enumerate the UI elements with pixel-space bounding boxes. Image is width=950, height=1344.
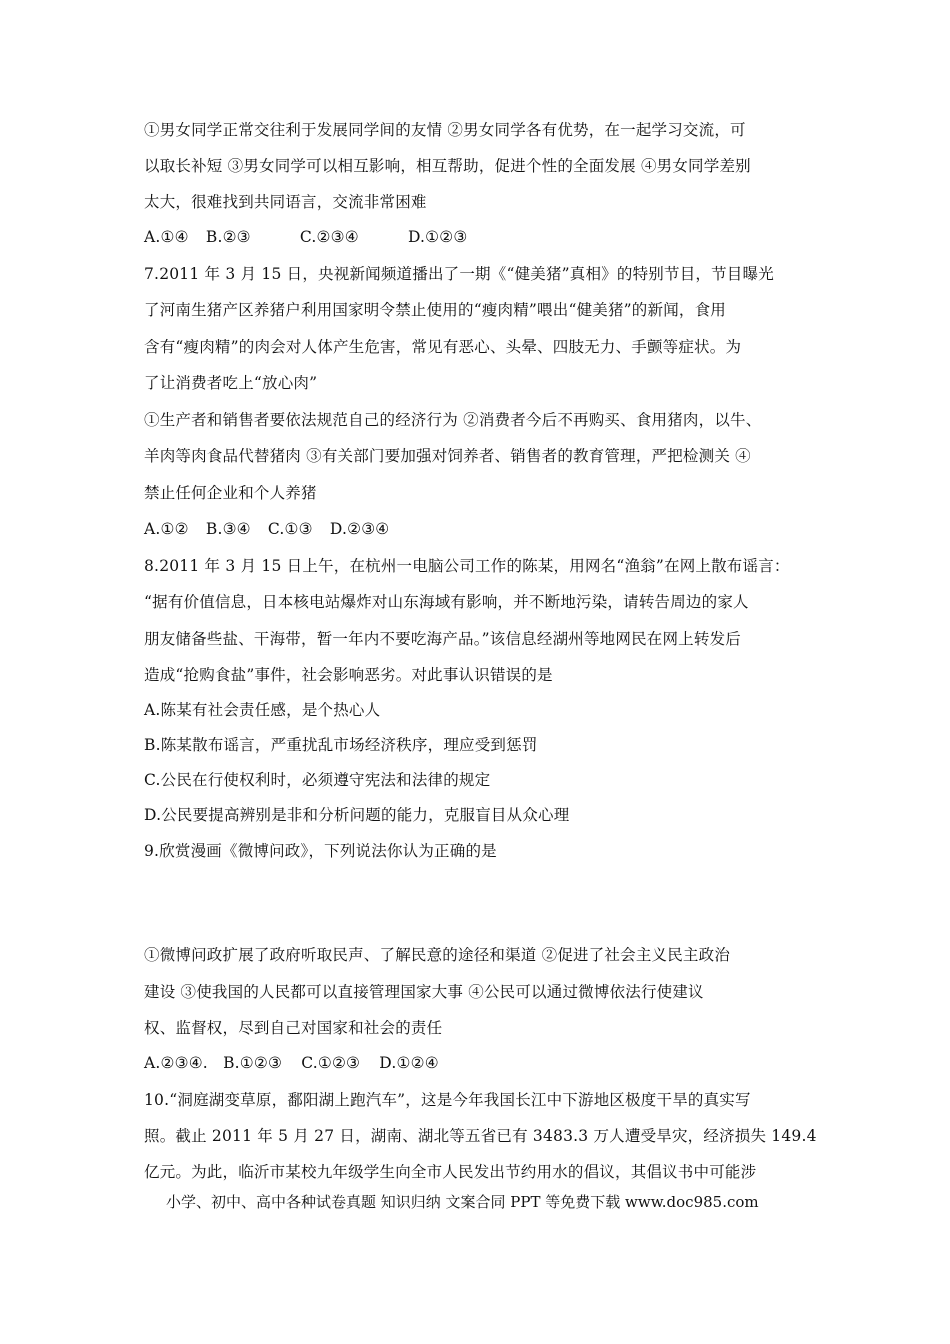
q9-stem: 9.欣赏漫画《微博问政》，下列说法你认为正确的是: [144, 842, 497, 860]
q6-statement-line-1: ①男女同学正常交往利于发展同学间的友情 ②男女同学各有优势，在一起学习交流，可: [144, 121, 746, 139]
q7-option-c: C.①③: [267, 520, 313, 538]
q6-option-c: C.②③④: [299, 228, 359, 246]
q8-stem-line-4: 造成“抢购食盐”事件，社会影响恶劣。对此事认识错误的是: [144, 666, 553, 684]
q7-options: [144, 519, 389, 539]
q6-statement-line-3: 太大，很难找到共同语言，交流非常困难: [144, 193, 427, 211]
q7-stem-line-2: 了河南生猪产区养猪户利用国家明令禁止使用的“瘦肉精”喂出“健美猪”的新闻，食用: [144, 301, 726, 319]
q7-statement-line-1: ①生产者和销售者要依法规范自己的经济行为 ②消费者今后不再购买、食用猪肉，以牛、: [144, 411, 762, 429]
q9-statement-line-3: 权、监督权，尽到自己对国家和社会的责任: [144, 1019, 443, 1037]
q7-stem-line-1: 7.2011 年 3 月 15 日，央视新闻频道播出了一期《“健美猪”真相》的特别节目，节目曝光: [144, 265, 774, 283]
q9-option-a: A.②③④.: [144, 1054, 208, 1072]
q7-option-a: A.①②: [144, 520, 189, 538]
q9-option-b: B.①②③: [223, 1054, 283, 1072]
page-footer: 小学、初中、高中各种试卷真题 知识归纳 文案合同 PPT 等免费下载 www.doc985.com: [166, 1193, 759, 1211]
q7-statement-line-2: 羊肉等肉食品代替猪肉 ③有关部门要加强对饲养者、销售者的教育管理，严把检测关 ④: [144, 447, 751, 465]
q7-stem-line-4: 了让消费者吃上“放心肉”: [144, 374, 318, 392]
q6-options: [144, 227, 467, 247]
q9-statement-line-2: 建设 ③使我国的人民都可以直接管理国家大事 ④公民可以通过微博依法行使建议: [144, 983, 704, 1001]
q8-stem-line-3: 朋友储备些盐、干海带，暂一年内不要吃海产品。”该信息经湖州等地网民在网上转发后: [144, 630, 741, 648]
q9-options: [144, 1053, 439, 1073]
q7-statement-line-3: 禁止任何企业和个人养猪: [144, 484, 317, 502]
q9-option-c: C.①②③: [301, 1054, 361, 1072]
q8-stem-line-2: “据有价值信息，日本核电站爆炸对山东海域有影响，并不断地污染，请转告周边的家人: [144, 593, 749, 611]
q8-stem-line-1: 8.2011 年 3 月 15 日上午，在杭州一电脑公司工作的陈某，用网名“渔翁”在网上散布谣言：: [144, 557, 790, 575]
q7-stem-line-3: 含有“瘦肉精”的肉会对人体产生危害，常见有恶心、头晕、四肢无力、手颤等症状。为: [144, 338, 742, 356]
q8-choice-c: C.公民在行使权利时，必须遵守宪法和法律的规定: [144, 771, 491, 789]
q6-statement-line-2: 以取长补短 ③男女同学可以相互影响，相互帮助，促进个性的全面发展 ④男女同学差别: [144, 157, 751, 175]
q7-option-d: D.②③④: [329, 520, 390, 538]
q10-stem-line-3: 亿元。为此，临沂市某校九年级学生向全市人民发出节约用水的倡议，其倡议书中可能涉: [144, 1163, 757, 1181]
q10-stem-line-1: 10.“洞庭湖变草原，鄱阳湖上跑汽车”，这是今年我国长江中下游地区极度干旱的真实写: [144, 1091, 751, 1109]
q6-option-a: A.①④: [144, 228, 189, 246]
q7-option-b: B.③④: [205, 520, 251, 538]
q10-stem-line-2: 照。截止 2011 年 5 月 27 日，湖南、湖北等五省已有 3483.3 万人遭受旱灾，经济损失 149.4: [144, 1127, 817, 1145]
q6-option-d: D.①②③: [407, 228, 468, 246]
q8-choice-d: D.公民要提高辨别是非和分析问题的能力，克服盲目从众心理: [144, 806, 570, 824]
q8-choice-b: B.陈某散布谣言，严重扰乱市场经济秩序，理应受到惩罚: [144, 736, 538, 754]
q9-statement-line-1: ①微博问政扩展了政府听取民声、了解民意的途径和渠道 ②促进了社会主义民主政治: [144, 946, 731, 964]
q8-choice-a: A.陈某有社会责任感，是个热心人: [144, 701, 381, 719]
q6-option-b: B.②③: [205, 228, 251, 246]
q9-option-d: D.①②④: [379, 1054, 439, 1072]
